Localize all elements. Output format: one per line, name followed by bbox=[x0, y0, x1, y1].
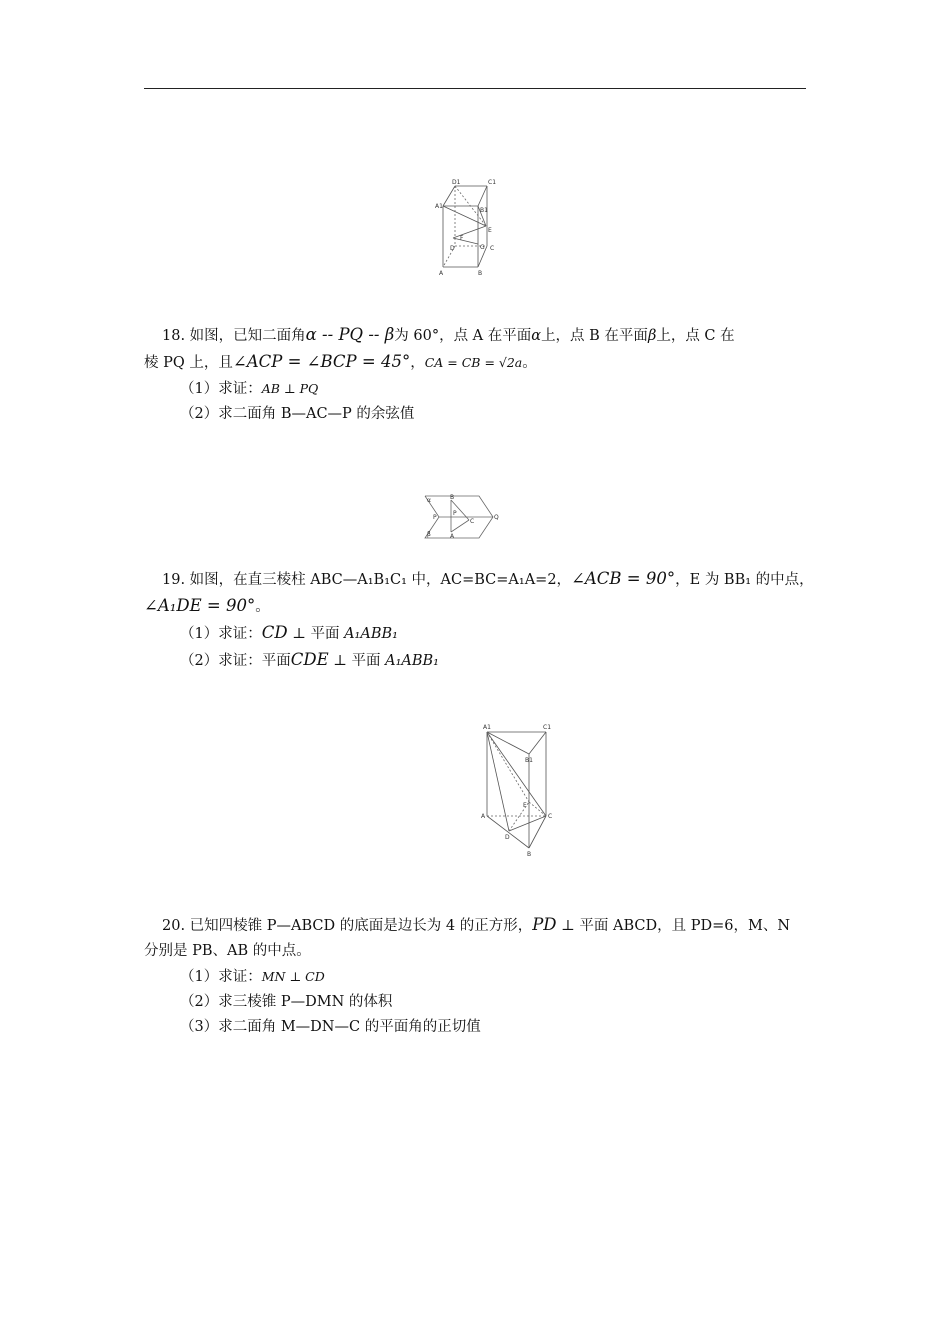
figure-17-prism bbox=[430, 176, 506, 280]
fig18-label-b: B bbox=[450, 494, 455, 501]
problem-18 bbox=[144, 322, 808, 427]
p19-text: 19. 如图，在直三棱柱 ABC—A₁B₁C₁ 中，AC=BC=A₁A=2， bbox=[162, 572, 572, 588]
p19-math-angle: ∠ACB = 90° bbox=[571, 569, 676, 588]
p18-text: 棱 PQ 上，且 bbox=[144, 355, 233, 371]
p18-text: 18. 如图，已知二面角 bbox=[162, 328, 306, 344]
fig19-label-e: E bbox=[523, 802, 527, 809]
fig18-label-p2: P bbox=[453, 510, 457, 517]
p20-text: ⊥ 平面 ABCD，且 PD=6，M、N bbox=[561, 918, 791, 934]
fig17-label-f: F bbox=[460, 235, 464, 242]
p19-question-2 bbox=[144, 647, 808, 674]
p18-text: 为 60°，点 A 在平面 bbox=[394, 328, 532, 344]
fig17-label-d: D bbox=[450, 245, 455, 252]
p20-line-2: 分别是 PB、AB 的中点。 bbox=[144, 943, 311, 959]
fig18-label-p: P bbox=[433, 514, 437, 521]
p20-line-1 bbox=[144, 912, 808, 939]
p18-text: 上，点 B 在平面 bbox=[541, 328, 648, 344]
p18-question-1 bbox=[144, 376, 808, 402]
p19-question-1 bbox=[144, 620, 808, 647]
p18-text: 上，点 C 在 bbox=[656, 328, 735, 344]
p20-question-1 bbox=[144, 964, 808, 990]
fig18-label-a: A bbox=[450, 533, 455, 540]
fig19-label-d: D bbox=[505, 834, 510, 841]
fig19-label-b1: B1 bbox=[525, 757, 533, 764]
p19-q1-math-plane: A₁ABB₁ bbox=[344, 626, 398, 642]
p20-q1-math: MN ⊥ CD bbox=[261, 969, 325, 984]
p18-question-2: （2）求二面角 B—AC—P 的余弦值 bbox=[180, 406, 415, 422]
p18-math-alpha: α bbox=[531, 328, 542, 344]
p19-q2-math-plane: A₁ABB₁ bbox=[385, 653, 439, 669]
fig18-label-alpha: α bbox=[427, 497, 431, 504]
fig17-label-a1: A1 bbox=[435, 203, 443, 210]
p20-question-3: （3）求二面角 M—DN—C 的平面角的正切值 bbox=[180, 1019, 481, 1035]
p19-line-1 bbox=[144, 566, 814, 593]
header-rule bbox=[144, 88, 806, 89]
fig19-label-b: B bbox=[527, 851, 532, 858]
fig19-label-a: A bbox=[481, 813, 486, 820]
p18-q1-text: （1）求证： bbox=[180, 381, 262, 397]
p19-math-angle2: ∠A₁DE = 90° bbox=[144, 596, 256, 615]
fig18-label-q: Q bbox=[494, 514, 499, 521]
p18-text: ， bbox=[410, 355, 425, 371]
p18-math-beta: β bbox=[647, 328, 657, 344]
figure-18-dihedral bbox=[421, 490, 499, 546]
p18-line-1 bbox=[144, 322, 808, 349]
fig17-label-b: B bbox=[478, 270, 483, 277]
fig17-label-b1: B1 bbox=[480, 207, 488, 214]
fig19-label-c1: C1 bbox=[543, 724, 552, 731]
fig18-label-beta: β bbox=[427, 531, 431, 538]
p18-math-lengths: CA = CB = √2a bbox=[424, 355, 523, 370]
p19-text: 。 bbox=[255, 599, 270, 615]
p18-text: 。 bbox=[522, 355, 537, 371]
p20-text: 20. 已知四棱锥 P—ABCD 的底面是边长为 4 的正方形， bbox=[162, 918, 533, 934]
p19-q2-math-cde: CDE bbox=[290, 650, 329, 669]
fig18-label-c: C bbox=[470, 518, 475, 525]
p19-q1-text: ⊥ 平面 bbox=[292, 626, 340, 642]
problem-19 bbox=[144, 566, 814, 674]
figure-19-prism bbox=[478, 720, 558, 860]
p18-line-2 bbox=[144, 349, 808, 376]
fig19-label-a1: A1 bbox=[483, 724, 491, 731]
fig17-label-d1: D1 bbox=[452, 179, 461, 186]
fig17-label-g: G bbox=[480, 244, 485, 251]
p19-q1-math-cd: CD bbox=[261, 623, 288, 642]
p18-q1-math: AB ⊥ PQ bbox=[261, 381, 319, 396]
p19-q2-text: ⊥ 平面 bbox=[333, 653, 381, 669]
p20-q1-text: （1）求证： bbox=[180, 969, 262, 985]
p19-q1-text: （1）求证： bbox=[180, 626, 262, 642]
p18-math-dihedral: α -- PQ -- β bbox=[305, 325, 395, 344]
p20-question-2: （2）求三棱锥 P—DMN 的体积 bbox=[180, 994, 393, 1010]
problem-20 bbox=[144, 912, 808, 1040]
p19-line-2 bbox=[144, 593, 808, 620]
p18-math-angles: ∠ACP = ∠BCP = 45° bbox=[232, 352, 411, 371]
p19-q2-text: （2）求证：平面 bbox=[180, 653, 291, 669]
fig19-label-c: C bbox=[548, 813, 553, 820]
fig17-label-a: A bbox=[439, 270, 444, 277]
p19-text: ，E 为 BB₁ 的中点， bbox=[675, 572, 814, 588]
p20-math-pd: PD bbox=[532, 915, 557, 934]
fig17-label-e: E bbox=[488, 227, 492, 234]
fig17-label-c: C bbox=[490, 245, 495, 252]
fig17-label-c1: C1 bbox=[488, 179, 497, 186]
